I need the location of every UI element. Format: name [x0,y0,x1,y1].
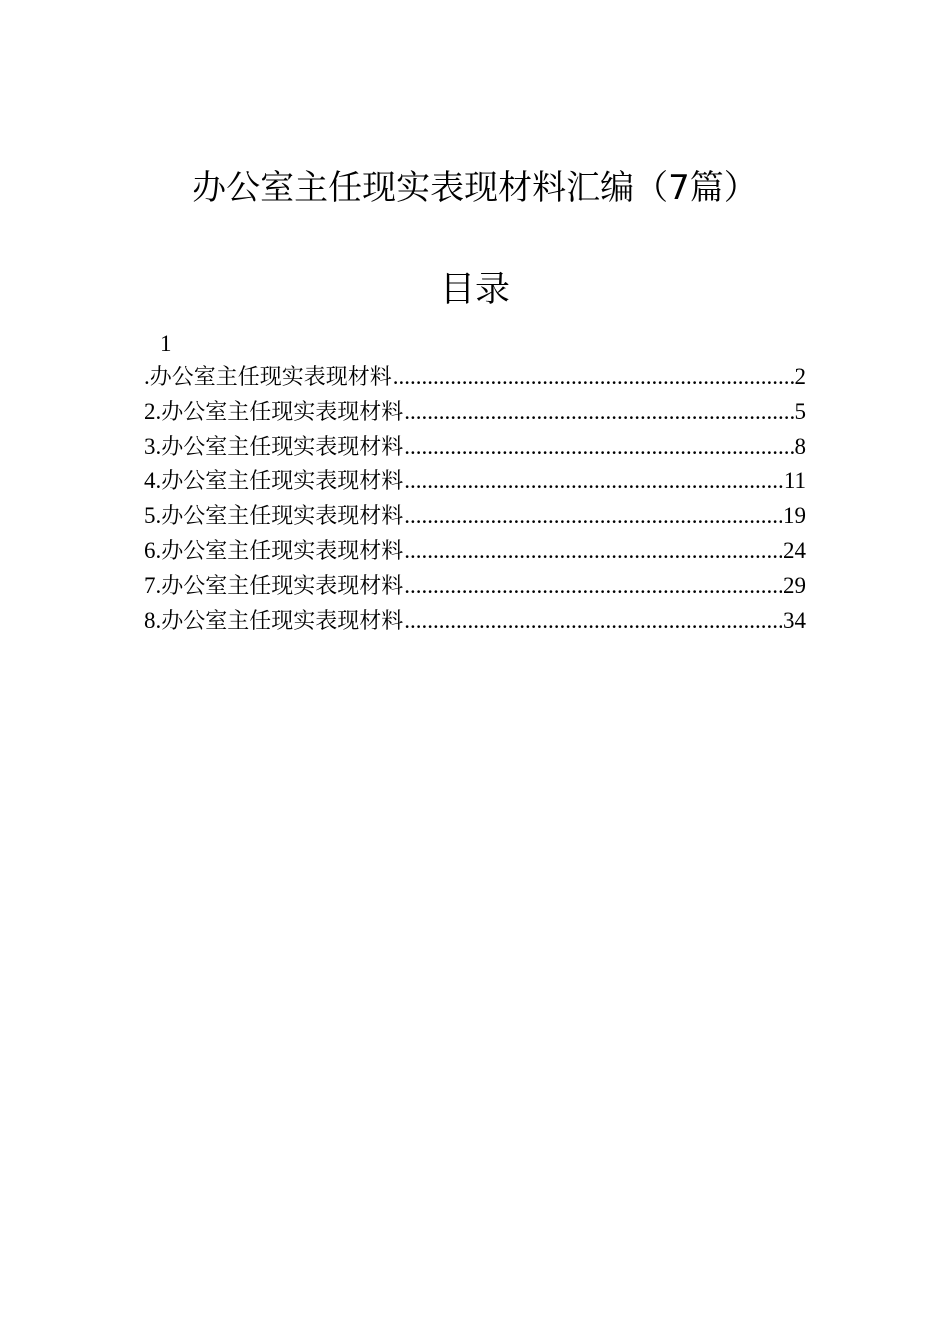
toc-entry-page: 34 [783,607,806,633]
toc-entry-number: 3. [144,433,162,459]
toc-entry[interactable] [144,360,806,395]
document-title: 办公室主任现实表现材料汇编（7篇） [192,168,758,208]
toc-entry-number: 4. [144,468,162,494]
toc-entry-title: 办公室主任现实表现材料 [161,434,404,460]
toc-heading: 目录 [439,270,510,310]
toc-wrapped-number: 1 [160,331,172,356]
toc-entry-page: 2 [794,364,806,389]
toc-dot-leader [404,534,782,569]
toc-entry-page: 8 [794,433,806,459]
toc-entry-number: 2. [144,398,162,424]
toc-entry-title: 办公室主任现实表现材料 [161,608,404,634]
table-of-contents [144,360,806,638]
toc-dot-leader [393,360,794,395]
toc-entry-page: 19 [783,503,806,529]
toc-entry[interactable] [144,534,806,569]
toc-entry-title: 办公室主任现实表现材料 [161,399,404,425]
toc-entry[interactable] [144,604,806,639]
toc-entry-title: 办公室主任现实表现材料 [161,538,404,564]
toc-entry-number: 8. [144,607,162,633]
toc-entry-number: 5. [144,503,162,529]
toc-entry-page: 29 [783,572,806,598]
toc-entry-title: 办公室主任现实表现材料 [161,573,404,599]
toc-entry[interactable] [144,464,806,499]
toc-dot-leader [404,395,793,430]
toc-dot-leader [404,499,782,534]
toc-entry-title: 办公室主任现实表现材料 [161,469,404,495]
toc-entry-page: 24 [783,537,806,563]
toc-dot-leader [404,604,782,639]
toc-dot-leader [404,464,783,499]
toc-entry[interactable] [144,569,806,604]
toc-entry[interactable] [144,430,806,465]
toc-entry-title: 办公室主任现实表现材料 [149,365,392,390]
toc-entry[interactable] [144,395,806,430]
toc-entry-title: 办公室主任现实表现材料 [161,504,404,530]
toc-entry-number: 6. [144,537,162,563]
toc-dot-leader [404,569,782,604]
toc-entry-number: 7. [144,572,162,598]
toc-dot-leader [404,430,793,465]
toc-entry-page: 11 [783,468,806,494]
toc-entry[interactable] [144,499,806,534]
toc-entry-page: 5 [794,398,806,424]
toc-entry-number: . [144,364,150,389]
